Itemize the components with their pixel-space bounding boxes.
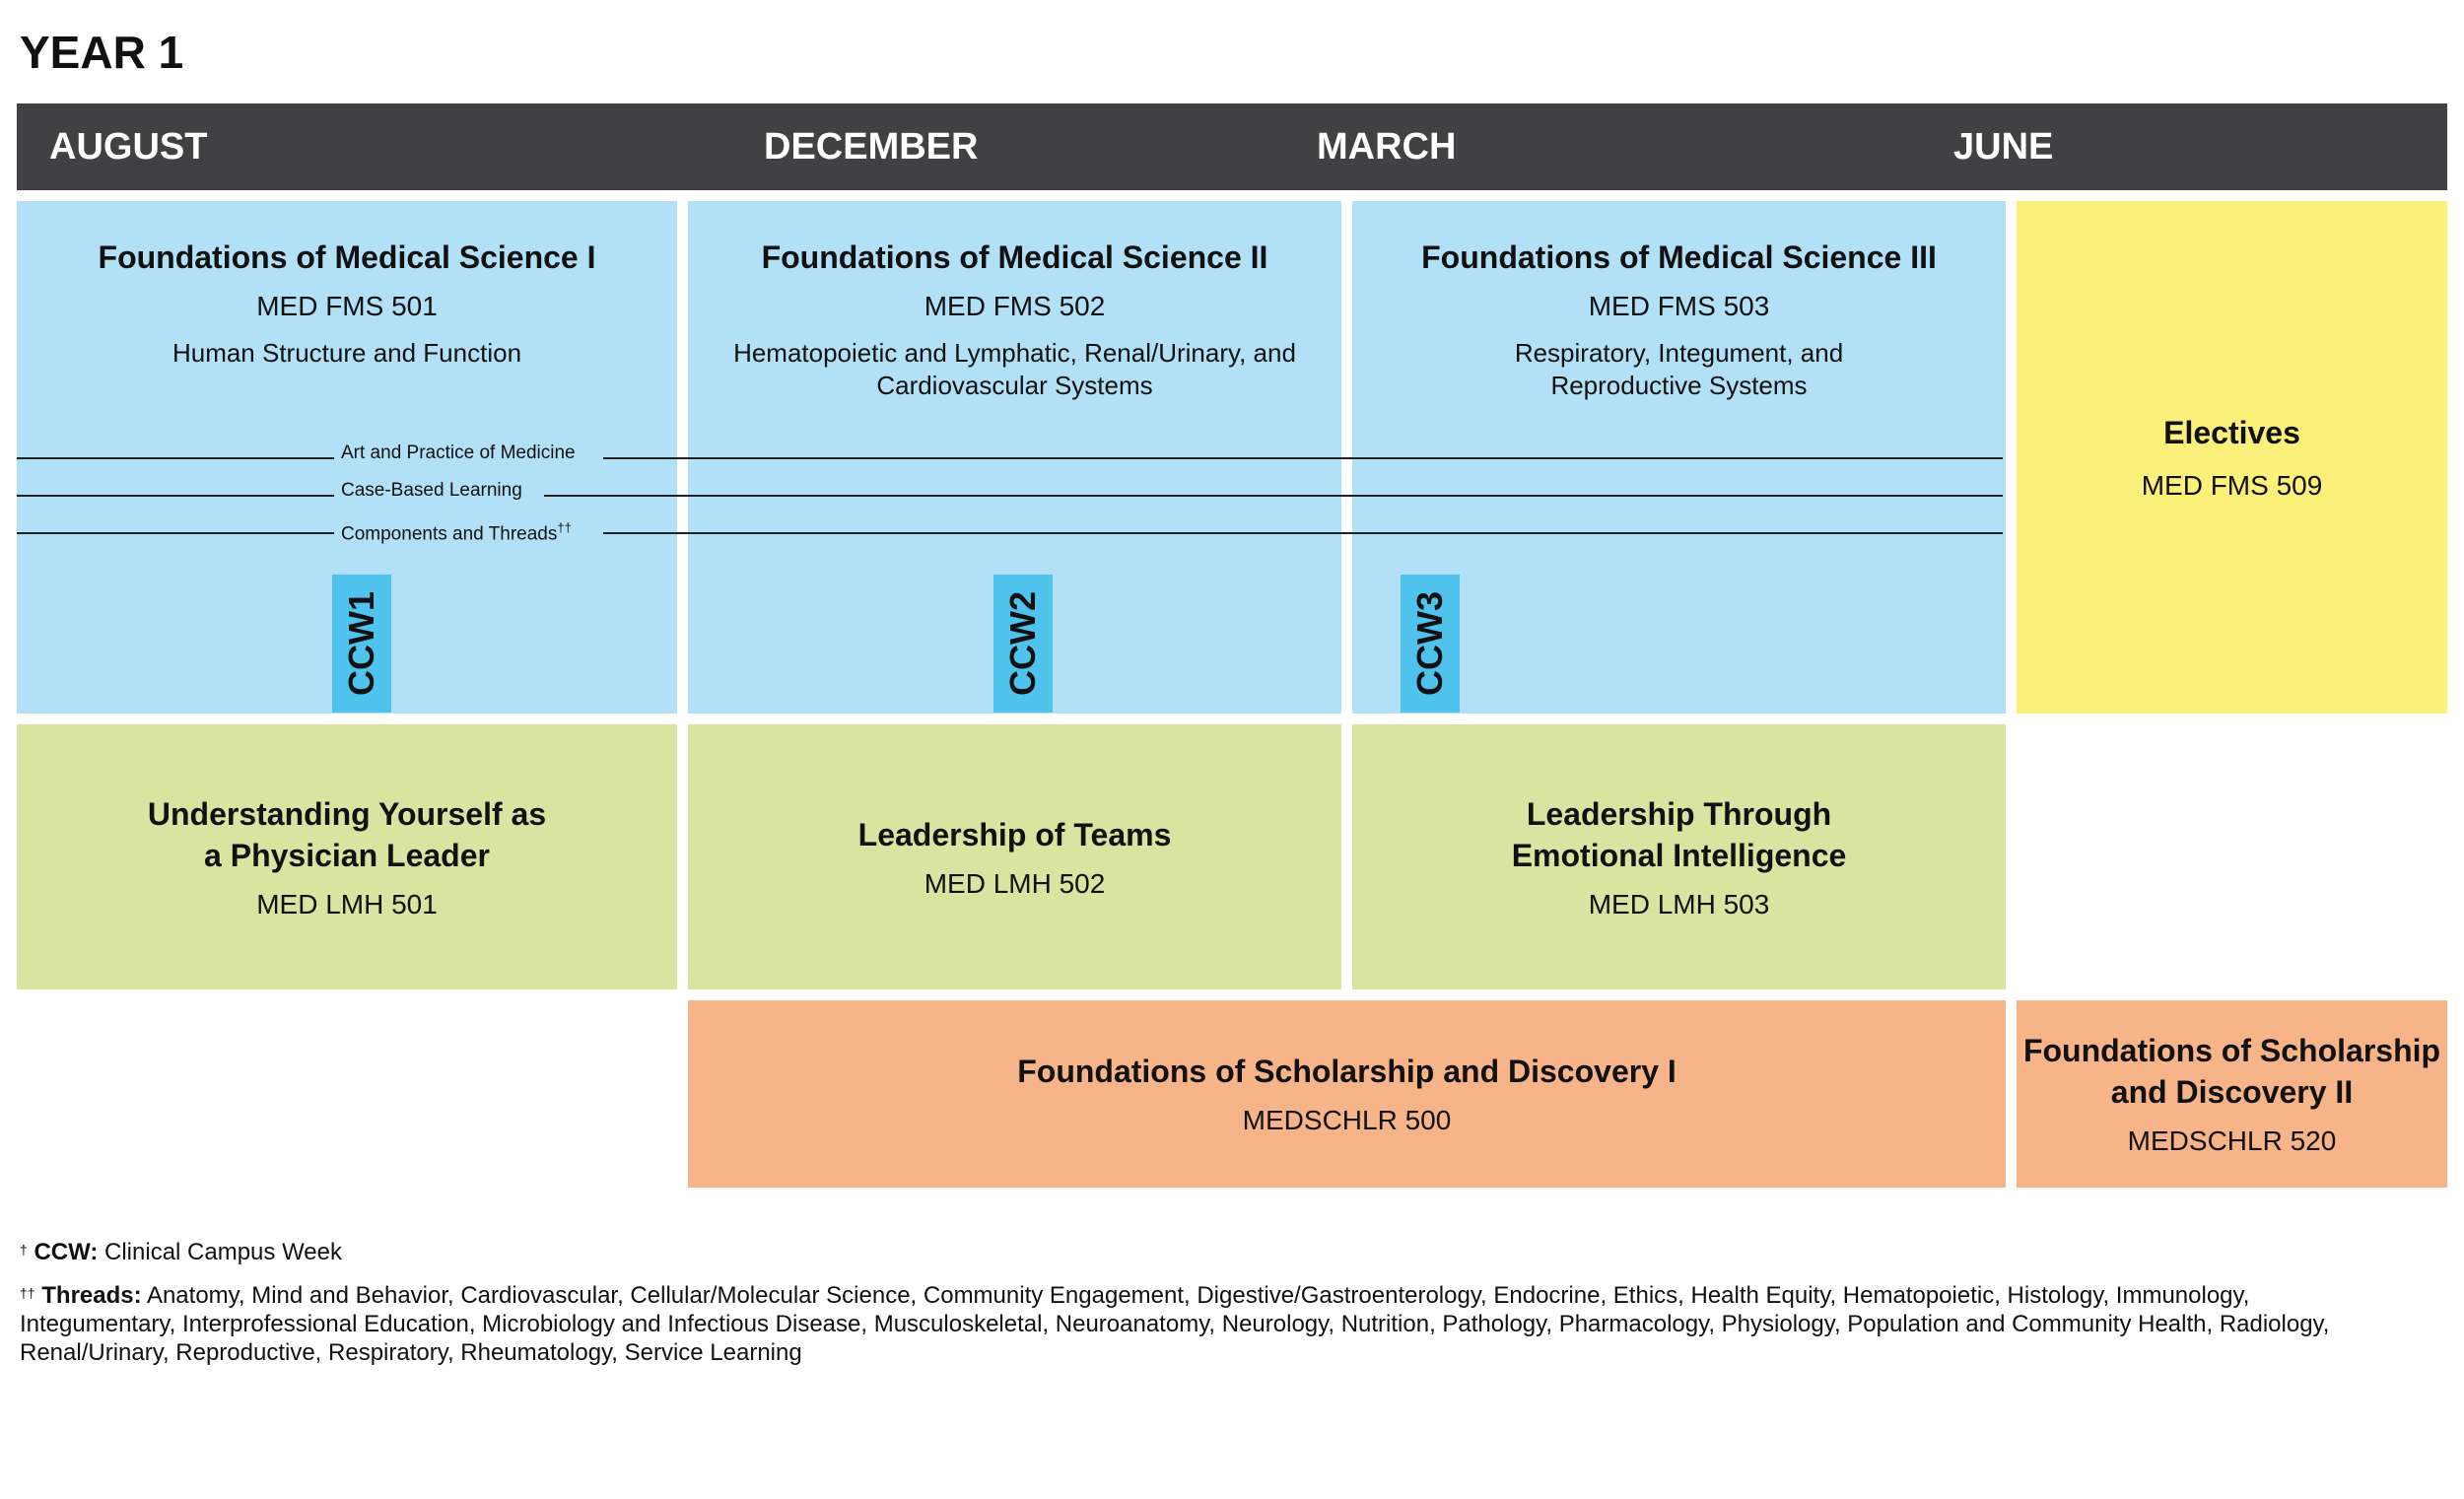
electives-code: MED FMS 509 bbox=[2141, 470, 2323, 501]
fms-502-code: MED FMS 502 bbox=[924, 291, 1106, 321]
fms-501-title: Foundations of Medical Science I bbox=[98, 239, 596, 275]
fms-502-subtitle-line: Hematopoietic and Lymphatic, Renal/Urinary, and bbox=[733, 338, 1296, 368]
lmh-502-title: Leadership of Teams bbox=[857, 816, 1172, 852]
ccw2-label: CCW2 bbox=[1002, 591, 1043, 696]
month-header-bar bbox=[17, 103, 2447, 190]
footnote-threads-mark: †† bbox=[20, 1285, 35, 1301]
footnote-ccw bbox=[20, 1238, 2425, 1266]
lmh-503-title-line: Leadership Through bbox=[1526, 795, 1832, 832]
thread-label-components-mark: †† bbox=[557, 520, 572, 535]
lmh-502-block bbox=[688, 724, 1341, 989]
thread-line-components-left bbox=[17, 532, 334, 534]
footnote-ccw-term: CCW: bbox=[34, 1239, 99, 1265]
thread-line-case-right bbox=[544, 495, 2003, 497]
footnote-threads bbox=[20, 1281, 2425, 1367]
footnote-threads-text: Anatomy, Mind and Behavior, Cardiovascular, Cellular/Molecular Science, Community Engagement, Digestive/Gastroenterology, Endocrine, Ethics, Health Equity, Hematopoietic, Histology, Immunology, bbox=[146, 1282, 2250, 1309]
fms-503-title: Foundations of Medical Science III bbox=[1421, 239, 1937, 275]
schlr-520-title bbox=[2023, 1030, 2440, 1113]
schlr-520-title-line: and Discovery II bbox=[2110, 1074, 2354, 1110]
ccw2-marker bbox=[993, 575, 1053, 713]
fms-503-subtitle-line: Respiratory, Integument, and bbox=[1514, 338, 1844, 368]
fms-503-subtitle-line: Reproductive Systems bbox=[1550, 371, 1808, 400]
fms-502-subtitle bbox=[733, 337, 1296, 402]
schlr-520-title-line: Foundations of Scholarship bbox=[2022, 1033, 2441, 1068]
footnote-threads-line: Renal/Urinary, Reproductive, Respiratory, Rheumatology, Service Learning bbox=[20, 1339, 802, 1366]
thread-line-components-right bbox=[603, 532, 2003, 534]
ccw1-marker bbox=[332, 575, 391, 713]
lmh-501-block bbox=[17, 724, 677, 989]
year-title: YEAR 1 bbox=[20, 27, 184, 78]
month-june: JUNE bbox=[1953, 126, 2054, 168]
schlr-500-block bbox=[688, 1000, 2006, 1188]
fms-501-subtitle: Human Structure and Function bbox=[171, 338, 522, 368]
lmh-501-code: MED LMH 501 bbox=[256, 888, 438, 920]
lmh-502-code: MED LMH 502 bbox=[924, 867, 1106, 899]
lmh-503-code: MED LMH 503 bbox=[1588, 888, 1770, 920]
thread-label-components-text: Components and Threads bbox=[341, 523, 558, 545]
footnote-threads-line bbox=[20, 1281, 2425, 1310]
thread-line-case-left bbox=[17, 495, 334, 497]
footnote-threads-line: Integumentary, Interprofessional Education, Microbiology and Infectious Disease, Musculoskeletal, Neuroanatomy, Neurology, Nutrition, Pathology, Pharmacology, Physiology, Population and Community Health, Radiology, bbox=[20, 1311, 2330, 1337]
lmh-503-title-line: Emotional Intelligence bbox=[1511, 837, 1847, 873]
electives-block bbox=[2017, 201, 2447, 714]
fms-503-code: MED FMS 503 bbox=[1588, 291, 1770, 321]
schlr-500-title: Foundations of Scholarship and Discovery I bbox=[1017, 1054, 1677, 1089]
thread-label-components bbox=[337, 516, 576, 546]
month-august: AUGUST bbox=[49, 126, 208, 168]
footnote-threads-term: Threads: bbox=[41, 1282, 142, 1309]
schlr-520-block bbox=[2017, 1000, 2447, 1188]
thread-line-art-right bbox=[603, 457, 2003, 459]
schlr-500-code: MEDSCHLR 500 bbox=[1242, 1105, 1452, 1135]
schlr-520-code: MEDSCHLR 520 bbox=[2127, 1125, 2337, 1156]
thread-label-case: Case-Based Learning bbox=[341, 480, 522, 501]
fms-502-subtitle-line: Cardiovascular Systems bbox=[876, 371, 1153, 400]
month-december: DECEMBER bbox=[764, 126, 979, 168]
lmh-501-title-line: a Physician Leader bbox=[204, 837, 490, 873]
fms-501-code: MED FMS 501 bbox=[256, 291, 438, 321]
month-march: MARCH bbox=[1317, 126, 1457, 168]
fms-503-subtitle bbox=[1515, 337, 1843, 402]
lmh-503-title bbox=[1512, 793, 1847, 876]
footnote-ccw-mark: † bbox=[20, 1242, 28, 1258]
thread-line-art-left bbox=[17, 457, 334, 459]
fms-502-title: Foundations of Medical Science II bbox=[761, 239, 1268, 275]
lmh-501-title-line: Understanding Yourself as bbox=[147, 795, 547, 832]
electives-title: Electives bbox=[2163, 415, 2300, 450]
ccw3-label: CCW3 bbox=[1409, 591, 1450, 696]
lmh-501-title bbox=[148, 793, 546, 876]
ccw3-marker bbox=[1401, 575, 1460, 713]
thread-label-art: Art and Practice of Medicine bbox=[341, 443, 576, 463]
ccw1-label: CCW1 bbox=[341, 591, 381, 696]
footnote-ccw-text: Clinical Campus Week bbox=[104, 1239, 342, 1265]
lmh-503-block bbox=[1352, 724, 2006, 989]
